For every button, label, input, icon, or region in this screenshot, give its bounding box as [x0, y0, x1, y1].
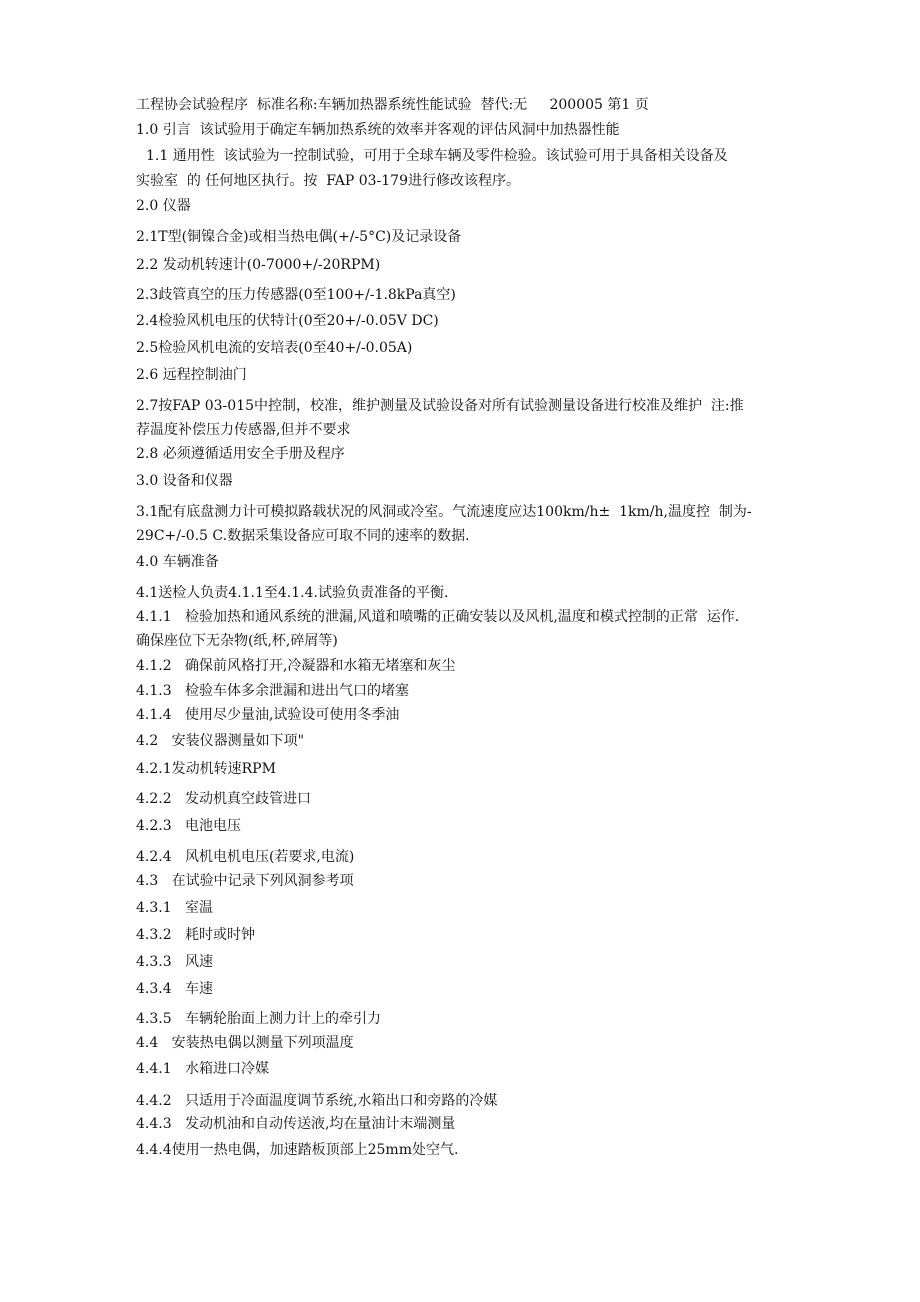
text-line: 4.3.3 风速 [136, 954, 213, 970]
text-line: 4.3.1 室温 [136, 900, 213, 916]
section-heading: 3.0 设备和仪器 [136, 473, 233, 489]
text-line: 4.2.4 风机电机电压(若要求,电流) [136, 849, 355, 865]
text-line: 2.7按FAP 03-015中控制，校准，维护测量及试验设备对所有试验测量设备进行校准及维护 注:推 [136, 398, 744, 414]
section-heading: 4.0 车辆准备 [136, 554, 219, 570]
text-line: 4.2.3 电池电压 [136, 818, 241, 834]
page-header: 工程协会试验程序 标准名称:车辆加热器系统性能试验 替代:无 200005 第1 页 [136, 97, 649, 113]
text-line: 实验室 的 任何地区执行。按 FAP 03-179进行修改该程序。 [136, 173, 520, 189]
text-line: 确保座位下无杂物(纸,杯,碎屑等) [136, 633, 338, 649]
text-line: 4.4 安装热电偶以测量下列项温度 [136, 1035, 354, 1051]
text-line: 2.8 必须遵循适用安全手册及程序 [136, 446, 345, 462]
text-line: 2.6 远程控制油门 [136, 367, 247, 383]
text-line: 4.2 安装仪器测量如下项" [136, 733, 305, 749]
text-line: 29C+/-0.5 C.数据采集设备应可取不同的速率的数据. [136, 528, 470, 544]
text-line: 2.4检验风机电压的伏特计(0至20+/-0.05V DC) [136, 313, 439, 329]
text-line: 4.1.1 检验加热和通风系统的泄漏,风道和喷嘴的正确安装以及风机,温度和模式控制的正常 运作. [136, 609, 740, 625]
text-line: 4.3.2 耗时或时钟 [136, 927, 255, 943]
text-line: 4.4.4使用一热电偶，加速踏板顶部上25mm处空气. [136, 1142, 459, 1158]
text-line: 2.2 发动机转速计(0-7000+/-20RPM) [136, 257, 381, 273]
text-line: 4.1送检人负责4.1.1至4.1.4.试验负责准备的平衡. [136, 585, 449, 601]
text-line: 4.3 在试验中记录下列风洞参考项 [136, 873, 354, 889]
text-line: 3.1配有底盘测力计可模拟路载状况的风洞或冷室。气流速度应达100km/h± 1km/h,温度控 制为- [136, 504, 752, 520]
text-line: 4.4.1 水箱进口冷媒 [136, 1061, 269, 1077]
text-line: 4.3.4 车速 [136, 981, 213, 997]
text-line: 1.0 引言 该试验用于确定车辆加热系统的效率并客观的评估风洞中加热器性能 [136, 122, 620, 138]
text-line: 2.1T型(铜镍合金)或相当热电偶(+/-5°C)及记录设备 [136, 229, 462, 245]
text-line: 4.2.2 发动机真空歧管进口 [136, 791, 311, 807]
text-line: 4.1.3 检验车体多余泄漏和进出气口的堵塞 [136, 683, 409, 699]
text-line: 2.5检验风机电流的安培表(0至40+/-0.05A) [136, 340, 413, 356]
text-line: 4.1.2 确保前风格打开,冷凝器和水箱无堵塞和灰尘 [136, 658, 456, 674]
text-line: 4.3.5 车辆轮胎面上测力计上的牵引力 [136, 1011, 381, 1027]
text-line: 2.3歧管真空的压力传感器(0至100+/-1.8kPa真空) [136, 287, 456, 303]
text-line: 4.4.3 发动机油和自动传送液,均在量油计末端测量 [136, 1116, 456, 1132]
text-line: 4.2.1发动机转速RPM [136, 761, 276, 777]
text-line: 4.4.2 只适用于冷面温度调节系统,水箱出口和旁路的冷媒 [136, 1093, 498, 1109]
section-heading: 2.0 仪器 [136, 198, 191, 214]
text-line: 4.1.4 使用尽少量油,试验设可使用冬季油 [136, 707, 400, 723]
text-line: 1.1 通用性 该试验为一控制试验，可用于全球车辆及零件检验。该试验可用于具备相关设备及 [146, 148, 728, 164]
text-line: 荐温度补偿压力传感器,但并不要求 [136, 422, 351, 438]
